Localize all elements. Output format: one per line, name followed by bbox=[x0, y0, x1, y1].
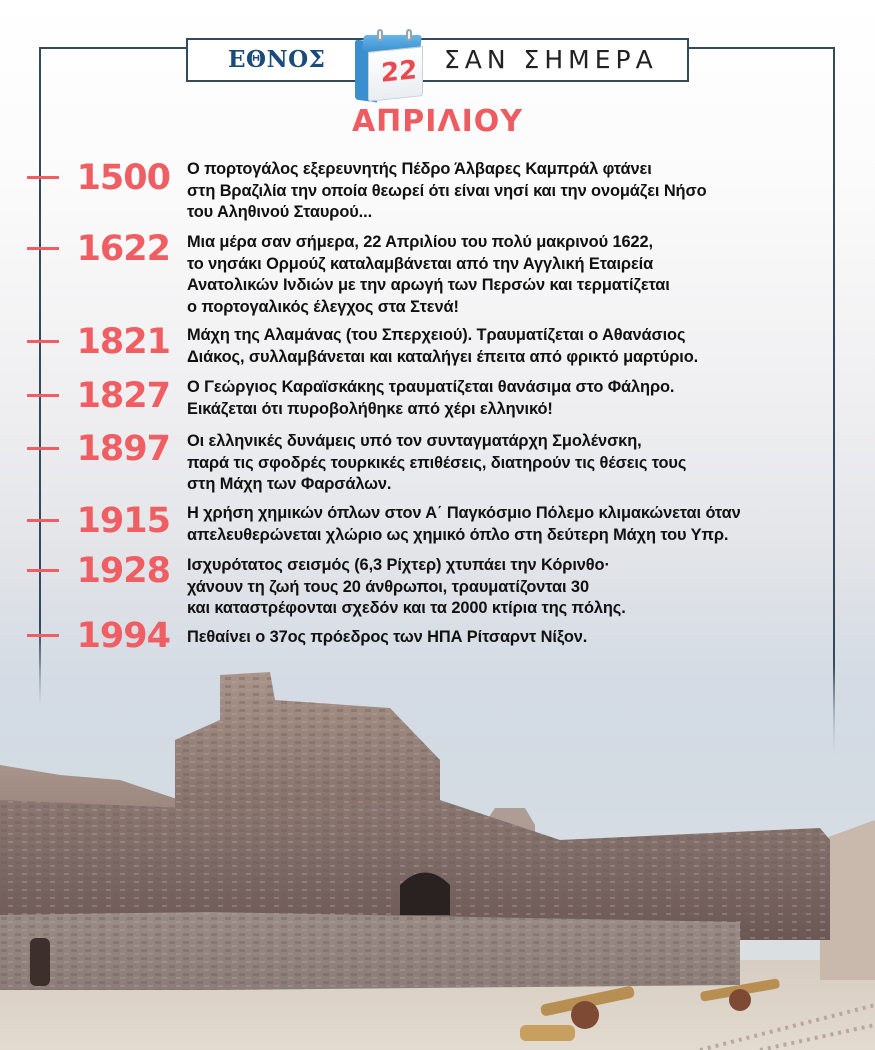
event-line: παρά τις σφοδρές τουρκικές επιθέσεις, διατηρούν τις θέσεις τους bbox=[187, 453, 687, 472]
event-line: χάνουν τη ζωή τους 20 άνθρωποι, τραυματίζονται 30 bbox=[187, 577, 589, 596]
event-line: Η χρήση χημικών όπλων στον Α΄ Παγκόσμιο Πόλεμο κλιμακώνεται όταν bbox=[187, 504, 741, 522]
timeline-tick bbox=[27, 340, 59, 343]
event-description bbox=[187, 431, 847, 496]
timeline-tick bbox=[27, 247, 59, 250]
calendar-ring bbox=[406, 29, 412, 41]
event-year: 1928 bbox=[76, 551, 170, 591]
event-year: 1821 bbox=[76, 322, 170, 362]
timeline-tick bbox=[27, 176, 59, 179]
timeline-tick bbox=[27, 447, 59, 450]
event-description bbox=[187, 555, 847, 620]
calendar-icon bbox=[353, 25, 428, 105]
event-line: του Αληθινού Σταυρού... bbox=[187, 203, 373, 221]
event-line: Μάχη της Αλαμάνας (του Σπερχειού). Τραυματίζεται ο Αθανάσιος bbox=[187, 326, 686, 344]
page-title: ΣΑΝ ΣΗΜΕΡΑ bbox=[444, 45, 658, 74]
event-year: 1897 bbox=[76, 429, 170, 469]
event-description bbox=[187, 627, 847, 649]
frame-line-top-left bbox=[40, 47, 187, 49]
event-line: Μια μέρα σαν σήμερα, 22 Απριλίου του πολύ μακρινού 1622, bbox=[187, 233, 653, 251]
event-line: Εικάζεται ότι πυροβολήθηκε από χέρι ελληνικό! bbox=[187, 399, 553, 418]
fortress-ruins-photo bbox=[0, 660, 875, 1050]
timeline-axis bbox=[39, 47, 41, 707]
event-line: και καταστρέφονται σχεδόν και τα 2000 κτίρια της πόλης. bbox=[187, 599, 626, 617]
event-year: 1915 bbox=[76, 501, 170, 541]
event-line: ο πορτογαλικός έλεγχος στα Στενά! bbox=[187, 297, 459, 316]
event-description bbox=[187, 159, 847, 224]
event-line: στη Βραζιλία την οποία θεωρεί ότι είναι νησί και την ονομάζει Νήσο bbox=[187, 181, 707, 200]
event-line: Ο Γεώργιος Καραϊσκάκης τραυματίζεται θανάσιμα στο Φάληρο. bbox=[187, 378, 675, 396]
event-year: 1827 bbox=[76, 376, 170, 416]
event-line: Ισχυρότατος σεισμός (6,3 Ρίχτερ) χτυπάει την Κόρινθο· bbox=[187, 556, 610, 574]
timeline-tick bbox=[27, 394, 59, 397]
timeline-tick bbox=[27, 569, 59, 572]
brand-logo: ΕΘΝΟΣ bbox=[228, 46, 326, 73]
event-line: Πεθαίνει ο 37ος πρόεδρος των ΗΠΑ Ρίτσαρντ Νίξον. bbox=[187, 628, 588, 646]
frame-line-top-right bbox=[688, 47, 835, 49]
event-line: στη Μάχη των Φαρσάλων. bbox=[187, 475, 392, 493]
calendar-day: 22 bbox=[380, 55, 418, 89]
event-line: Οι ελληνικές δυνάμεις υπό τον συνταγματάρχη Σμολένσκη, bbox=[187, 432, 642, 450]
event-description bbox=[187, 232, 847, 318]
event-description bbox=[187, 377, 847, 420]
event-description bbox=[187, 325, 847, 368]
event-year: 1994 bbox=[76, 616, 170, 656]
month-title: ΑΠΡΙΛΙΟΥ bbox=[351, 104, 524, 139]
event-description bbox=[187, 503, 847, 546]
event-year: 1622 bbox=[76, 229, 170, 269]
event-line: απελευθερώνεται χλώριο ως χημικό όπλο στη δεύτερη Μάχη του Υπρ. bbox=[187, 525, 729, 544]
timeline-tick bbox=[27, 634, 59, 637]
event-year: 1500 bbox=[76, 158, 170, 198]
timeline-tick bbox=[27, 519, 59, 522]
calendar-ring bbox=[377, 29, 383, 41]
event-line: Ο πορτογάλος εξερευνητής Πέδρο Άλβαρες Καμπράλ φτάνει bbox=[187, 160, 652, 178]
event-line: Ανατολικών Ινδιών με την αρωγή των Περσών και τερματίζεται bbox=[187, 276, 670, 294]
event-line: το νησάκι Ορμούζ καταλαμβάνεται από την Αγγλική Εταιρεία bbox=[187, 254, 654, 273]
event-line: Διάκος, συλλαμβάνεται και καταλήγει έπειτα από φρικτό μαρτύριο. bbox=[187, 347, 699, 366]
